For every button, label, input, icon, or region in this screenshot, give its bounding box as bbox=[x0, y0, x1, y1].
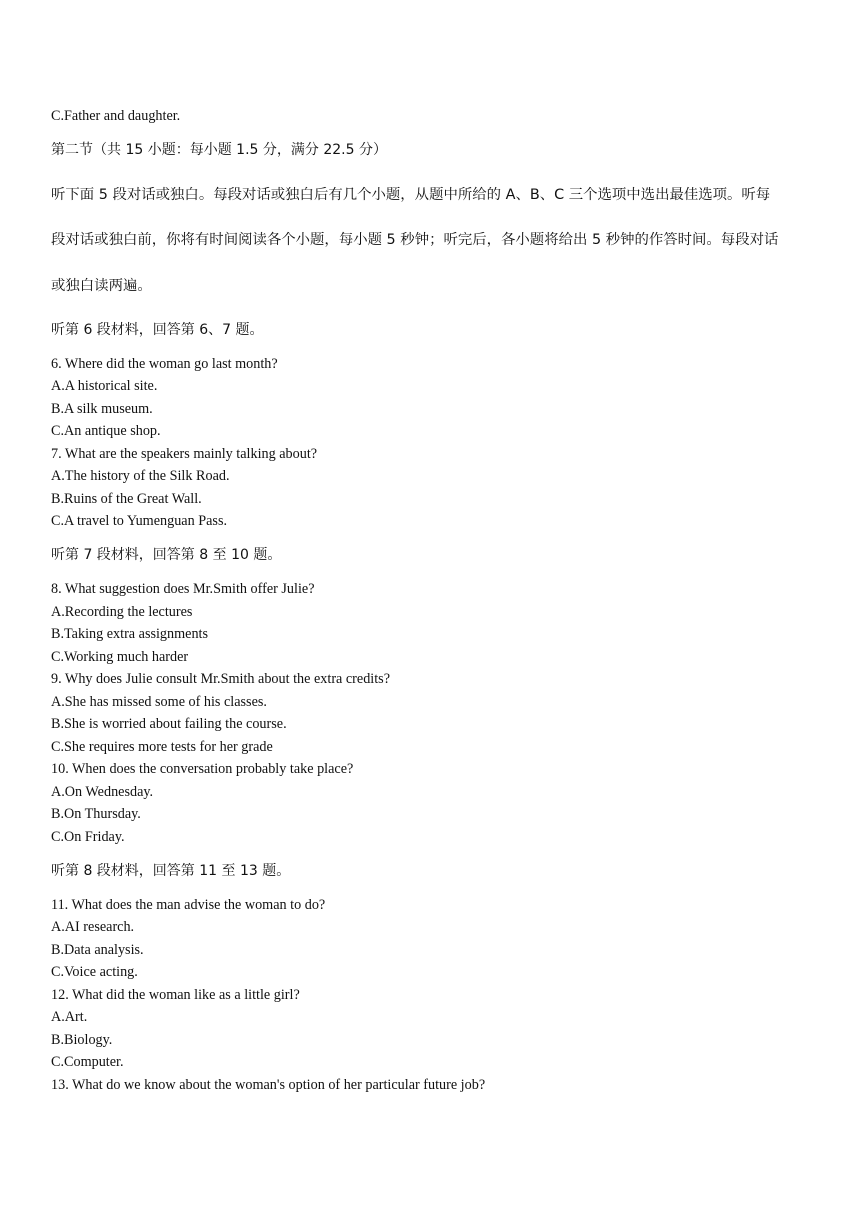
option-c: C.Working much harder bbox=[51, 649, 189, 665]
material-heading: 听第 6 段材料，回答第 6、7 题。 bbox=[51, 322, 264, 338]
option-c: C.On Friday. bbox=[51, 829, 125, 845]
option-c: C.Voice acting. bbox=[51, 964, 138, 980]
question-stem: 9. Why does Julie consult Mr.Smith about the extra credits? bbox=[51, 671, 390, 687]
option-a: A.AI research. bbox=[51, 919, 135, 935]
section-heading: 第二节（共 15 小题：每小题 1.5 分，满分 22.5 分） bbox=[51, 142, 387, 158]
option-c: C.Computer. bbox=[51, 1054, 124, 1070]
option-b: B.She is worried about failing the course. bbox=[51, 716, 287, 732]
instruction-line: 或独白读两遍。 bbox=[51, 278, 152, 294]
instruction-line: 段对话或独白前，你将有时间阅读各个小题，每小题 5 秒钟；听完后，各小题将给出 5 秒钟的作答时间。每段对话 bbox=[51, 232, 779, 248]
option-b: B.Taking extra assignments bbox=[51, 626, 209, 642]
option-b: B.On Thursday. bbox=[51, 806, 141, 822]
option-a: A.The history of the Silk Road. bbox=[51, 468, 230, 484]
option-c: C.A travel to Yumenguan Pass. bbox=[51, 513, 228, 529]
question-stem: 10. When does the conversation probably take place? bbox=[51, 761, 354, 777]
option-a: A.She has missed some of his classes. bbox=[51, 694, 267, 710]
option-b: B.Data analysis. bbox=[51, 942, 144, 958]
option-a: A.Recording the lectures bbox=[51, 604, 193, 620]
option-b: B.A silk museum. bbox=[51, 401, 153, 417]
question-stem: 7. What are the speakers mainly talking about? bbox=[51, 446, 318, 462]
option-b: B.Biology. bbox=[51, 1032, 113, 1048]
option-a: A.Art. bbox=[51, 1009, 88, 1025]
question-stem: 12. What did the woman like as a little girl? bbox=[51, 987, 300, 1003]
question-stem: 8. What suggestion does Mr.Smith offer Julie? bbox=[51, 581, 315, 597]
option-c: C.An antique shop. bbox=[51, 423, 161, 439]
material-heading: 听第 7 段材料，回答第 8 至 10 题。 bbox=[51, 547, 282, 563]
material-heading: 听第 8 段材料，回答第 11 至 13 题。 bbox=[51, 863, 291, 879]
question-stem: 6. Where did the woman go last month? bbox=[51, 356, 278, 372]
instruction-line: 听下面 5 段对话或独白。每段对话或独白后有几个小题，从题中所给的 A、B、C 三个选项中选出最佳选项。听每 bbox=[51, 187, 771, 203]
question-stem: 13. What do we know about the woman's option of her particular future job? bbox=[51, 1077, 486, 1093]
previous-option: C.Father and daughter. bbox=[51, 108, 181, 124]
option-a: A.On Wednesday. bbox=[51, 784, 154, 800]
option-c: C.She requires more tests for her grade bbox=[51, 739, 273, 755]
option-a: A.A historical site. bbox=[51, 378, 158, 394]
question-stem: 11. What does the man advise the woman to do? bbox=[51, 897, 326, 913]
option-b: B.Ruins of the Great Wall. bbox=[51, 491, 202, 507]
